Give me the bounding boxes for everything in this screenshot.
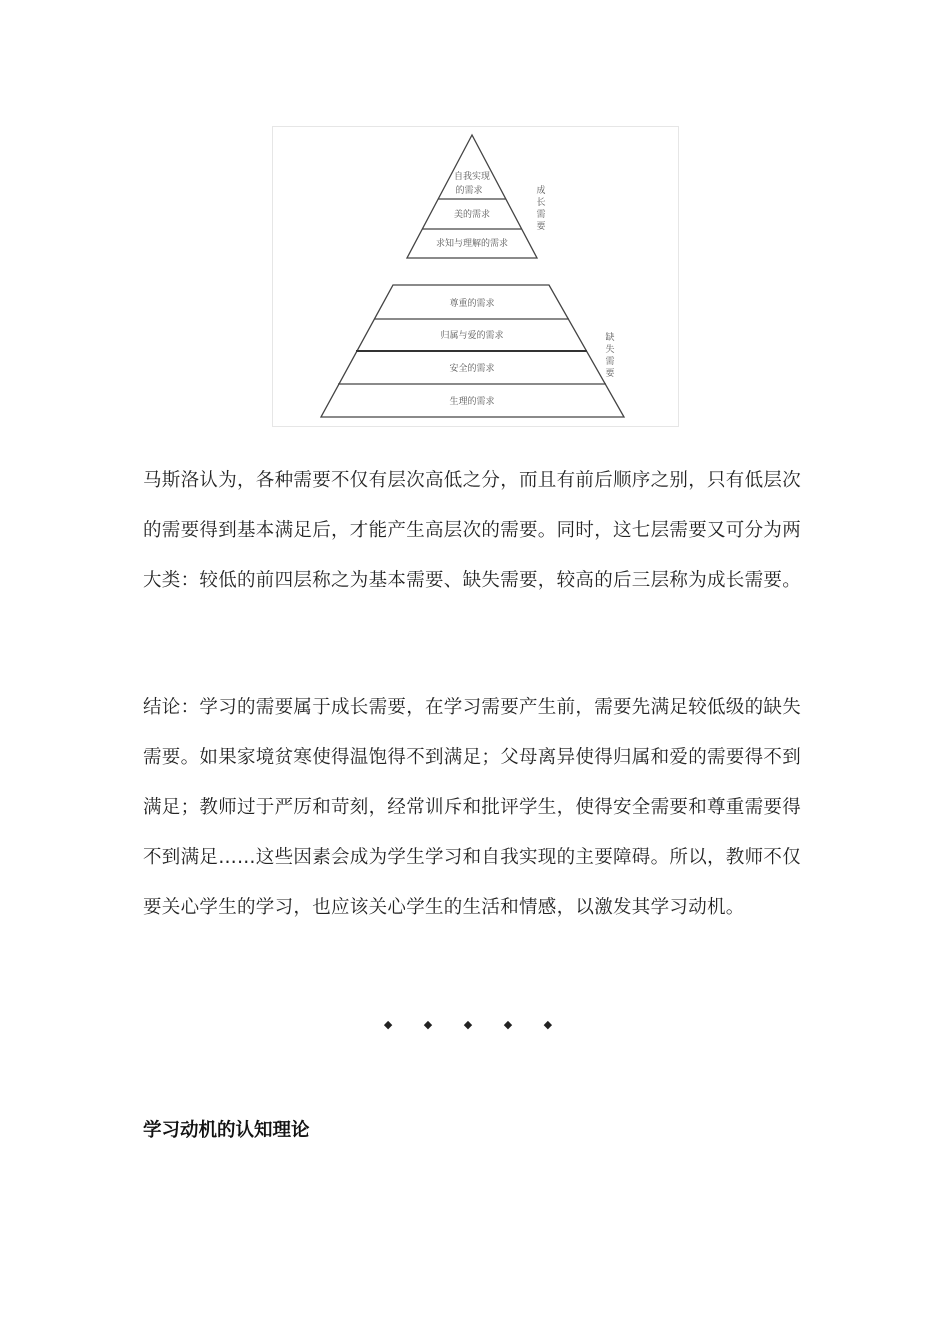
level-physiological: 生理的需求 [449,397,495,407]
deficiency-label-2: 失 [605,345,615,355]
paragraph-line: 的需要得到基本满足后，才能产生高层次的需要。同时，这七层需要又可分为两 [143,520,802,541]
paragraph-line: 满足；教师过于严厉和苛刻，经常训斥和批评学生，使得安全需要和尊重需要得 [143,797,802,818]
paragraph-line: 不到满足……这些因素会成为学生学习和自我实现的主要障碍。所以，教师不仅 [143,847,802,868]
section-heading: 学习动机的认知理论 [143,1120,310,1141]
maslow-explanation-paragraph [143,456,813,606]
paragraph-line: 要关心学生的学习，也应该关心学生的生活和情感，以激发其学习动机。 [143,897,745,918]
level-safety: 安全的需求 [449,364,495,374]
maslow-pyramid-diagram [273,127,680,428]
deficiency-label-4: 要 [605,369,615,379]
growth-label-1: 成 [536,186,546,196]
level-self-actualization-line2: 的需求 [455,186,483,196]
maslow-hierarchy-figure [272,126,679,427]
paragraph-line: 马斯洛认为，各种需要不仅有层次高低之分，而且有前后顺序之别，只有低层次 [143,470,802,491]
deficiency-label-1: 缺 [605,333,615,343]
paragraph-line: 需要。如果家境贫寒使得温饱得不到满足；父母离异使得归属和爱的需要得不到 [143,747,802,768]
level-belonging: 归属与爱的需求 [440,331,504,341]
level-aesthetic: 美的需求 [453,210,491,220]
level-cognitive: 求知与理解的需求 [435,239,509,249]
paragraph-line: 结论：学习的需要属于成长需要，在学习需要产生前，需要先满足较低级的缺失 [143,697,802,718]
conclusion-paragraph [143,683,813,933]
paragraph-line: 大类：较低的前四层称之为基本需要、缺失需要，较高的后三层称为成长需要。 [143,570,802,591]
level-self-actualization-line1: 自我实现 [453,172,491,182]
section-separator: ◆ ◆ ◆ ◆ ◆ [383,1018,567,1031]
level-esteem: 尊重的需求 [449,299,495,309]
deficiency-label-3: 需 [605,357,615,367]
growth-label-3: 需 [536,210,546,220]
growth-label-2: 长 [536,198,546,208]
growth-label-4: 要 [536,222,546,232]
